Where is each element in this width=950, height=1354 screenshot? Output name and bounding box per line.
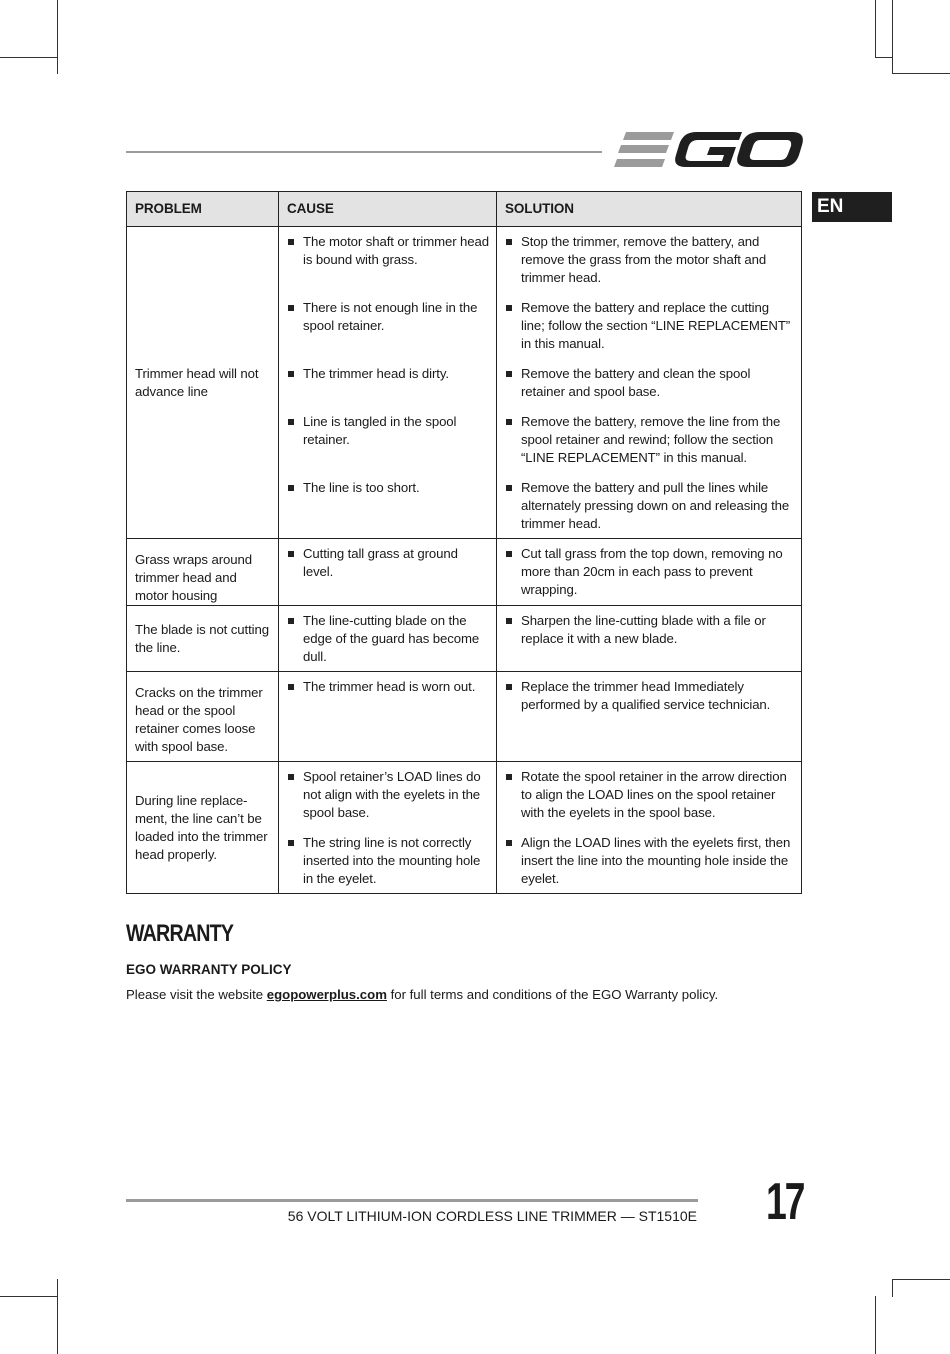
crop-mark xyxy=(875,57,893,58)
list-item: The trimmer head is dirty. xyxy=(288,365,490,401)
ego-logo xyxy=(614,127,804,175)
bullet-icon xyxy=(506,684,512,690)
bullet-icon xyxy=(506,485,512,491)
language-tab: EN xyxy=(812,192,892,222)
solution-cell xyxy=(497,539,802,606)
list-item: Align the LOAD lines with the eyelets first, then insert the line into the mounting hole inside the eyelet. xyxy=(506,834,795,888)
table-row xyxy=(127,539,802,606)
table-row xyxy=(127,227,802,539)
table-row xyxy=(127,762,802,894)
warranty-paragraph: Please visit the website egopowerplus.com for full terms and conditions of the EGO Warranty policy. xyxy=(126,987,719,1002)
problem-cell: Cracks on the trimmer head or the spool retainer comes loose with spool base. xyxy=(127,672,279,762)
crop-mark xyxy=(0,1296,58,1297)
cause-cell xyxy=(279,672,497,762)
page-number: 17 xyxy=(766,1173,804,1231)
bullet-icon xyxy=(506,618,512,624)
bullet-icon xyxy=(506,239,512,245)
footer-product-title: 56 VOLT LITHIUM-ION CORDLESS LINE TRIMMER — ST1510E xyxy=(287,1208,697,1224)
header-rule xyxy=(126,151,602,153)
bullet-icon xyxy=(288,840,294,846)
table-row xyxy=(127,606,802,672)
list-item: The line is too short. xyxy=(288,479,490,533)
solution-cell xyxy=(497,762,802,894)
crop-mark xyxy=(892,1279,950,1280)
warranty-heading: WARRANTY xyxy=(126,920,234,947)
crop-mark xyxy=(892,0,893,74)
cause-cell xyxy=(279,227,497,539)
crop-mark xyxy=(892,1279,893,1297)
list-item: Remove the battery and pull the lines while alternately pressing down on and releasing the trimmer head. xyxy=(506,479,795,533)
crop-mark xyxy=(0,57,58,58)
list-item: Sharpen the line-cutting blade with a file or replace it with a new blade. xyxy=(506,612,795,648)
bullet-icon xyxy=(506,840,512,846)
problem-cell: Grass wraps around trimmer head and motor housing xyxy=(127,539,279,606)
bullet-icon xyxy=(288,551,294,557)
bullet-icon xyxy=(506,305,512,311)
list-item: Remove the battery and clean the spool retainer and spool base. xyxy=(506,365,795,401)
list-item: The line-cutting blade on the edge of the guard has become dull. xyxy=(288,612,490,666)
list-item: The trimmer head is worn out. xyxy=(288,678,490,696)
warranty-subheading: EGO WARRANTY POLICY xyxy=(126,962,292,977)
solution-cell xyxy=(497,672,802,762)
column-header-problem: PROBLEM xyxy=(127,192,279,227)
list-item: Line is tangled in the spool retainer. xyxy=(288,413,490,467)
footer-rule xyxy=(126,1199,698,1202)
bullet-icon xyxy=(288,618,294,624)
troubleshooting-table xyxy=(126,191,802,894)
problem-cell: During line replace-ment, the line can’t be loaded into the trimmer head properly. xyxy=(127,762,279,894)
list-item: Cutting tall grass at ground level. xyxy=(288,545,490,581)
crop-mark xyxy=(57,1279,58,1354)
list-item: Replace the trimmer head Immediately performed by a qualified service technician. xyxy=(506,678,795,714)
list-item: The motor shaft or trimmer head is bound with grass. xyxy=(288,233,490,287)
cause-cell xyxy=(279,606,497,672)
bullet-icon xyxy=(506,551,512,557)
table-header-row xyxy=(127,192,802,227)
solution-cell xyxy=(497,606,802,672)
problem-cell: The blade is not cutting the line. xyxy=(127,606,279,672)
bullet-icon xyxy=(288,684,294,690)
crop-mark xyxy=(875,0,876,58)
column-header-solution: SOLUTION xyxy=(497,192,802,227)
list-item: Cut tall grass from the top down, removing no more than 20cm in each pass to prevent wrapping. xyxy=(506,545,795,599)
cause-cell xyxy=(279,539,497,606)
column-header-cause: CAUSE xyxy=(279,192,497,227)
list-item: Rotate the spool retainer in the arrow direction to align the LOAD lines on the spool retainer with the eyelets in the spool base. xyxy=(506,768,795,822)
bullet-icon xyxy=(288,305,294,311)
list-item: The string line is not correctly inserted into the mounting hole in the eyelet. xyxy=(288,834,490,888)
crop-mark xyxy=(892,73,950,74)
list-item: There is not enough line in the spool retainer. xyxy=(288,299,490,353)
crop-mark xyxy=(57,0,58,74)
warranty-link[interactable]: egopowerplus.com xyxy=(266,987,387,1002)
crop-mark xyxy=(875,1296,876,1354)
bullet-icon xyxy=(288,485,294,491)
bullet-icon xyxy=(506,774,512,780)
bullet-icon xyxy=(288,774,294,780)
bullet-icon xyxy=(506,371,512,377)
list-item: Remove the battery, remove the line from the spool retainer and rewind; follow the section “LINE REPLACEMENT” in this manual. xyxy=(506,413,795,467)
solution-cell xyxy=(497,227,802,539)
bullet-icon xyxy=(288,419,294,425)
list-item: Remove the battery and replace the cutting line; follow the section “LINE REPLACEMENT” in this manual. xyxy=(506,299,795,353)
list-item: Stop the trimmer, remove the battery, and remove the grass from the motor shaft and trimmer head. xyxy=(506,233,795,287)
table-row xyxy=(127,672,802,762)
problem-cell: Trimmer head will not advance line xyxy=(127,227,279,539)
list-item: Spool retainer’s LOAD lines do not align with the eyelets in the spool base. xyxy=(288,768,490,822)
bullet-icon xyxy=(288,239,294,245)
cause-cell xyxy=(279,762,497,894)
bullet-icon xyxy=(288,371,294,377)
bullet-icon xyxy=(506,419,512,425)
